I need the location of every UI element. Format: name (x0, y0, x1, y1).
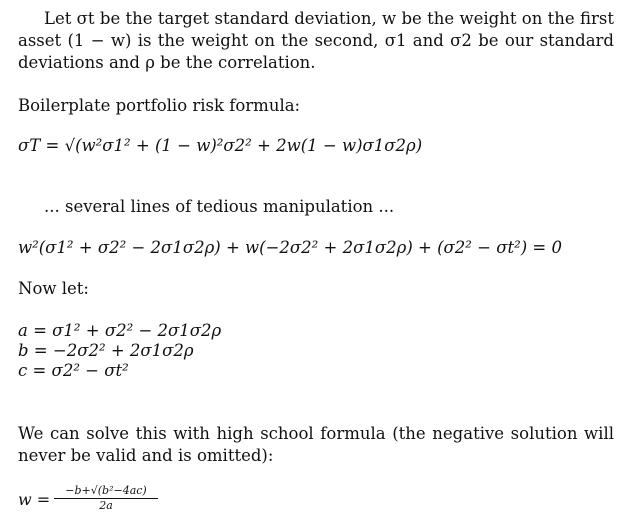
definition-b: b = −2σ2² + 2σ1σ2ρ (18, 341, 194, 360)
boilerplate-heading: Boilerplate portfolio risk formula: (18, 96, 301, 115)
solution-lhs: w = (18, 490, 51, 509)
definition-c: c = σ2² − σt² (18, 361, 129, 380)
solve-paragraph: We can solve this with high school formula (the negative solution will never be valid and is omitted): (18, 424, 614, 465)
manipulation-note: ... several lines of tedious manipulation ... (44, 197, 395, 216)
solution-fraction (54, 484, 158, 513)
solution-denominator: 2a (99, 499, 113, 512)
intro-paragraph: Let σt be the target standard deviation, w be the weight on the first asset (1 − w) is the weight on the second, σ1 and σ2 be our standard deviations and ρ be the correlation. (18, 9, 614, 72)
now-let-label: Now let: (18, 279, 89, 298)
risk-formula: σT = √(w²σ1² + (1 − w)²σ2² + 2w(1 − w)σ1σ2ρ) (18, 136, 423, 155)
definition-a: a = σ1² + σ2² − 2σ1σ2ρ (18, 321, 222, 340)
solution-numerator: −b+√(b²−4ac) (54, 484, 158, 499)
quadratic-equation: w²(σ1² + σ2² − 2σ1σ2ρ) + w(−2σ2² + 2σ1σ2ρ) + (σ2² − σt²) = 0 (18, 238, 562, 257)
